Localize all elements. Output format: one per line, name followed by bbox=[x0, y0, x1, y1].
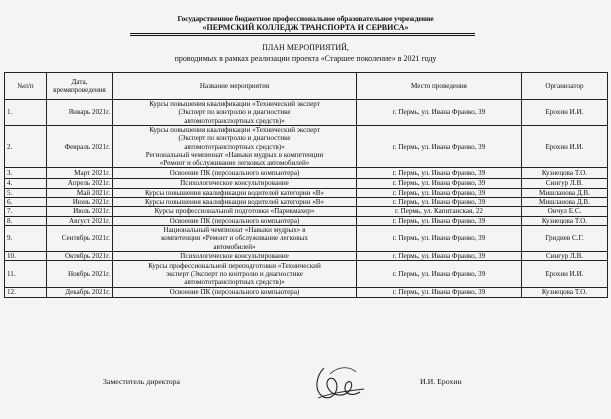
row-number: 11. bbox=[5, 261, 47, 288]
table-row bbox=[5, 188, 608, 197]
cell-line: Курсы повышения квалификации водителей категории «В» bbox=[144, 198, 325, 207]
row-organizer: Сингур Л.В. bbox=[522, 251, 608, 260]
table-row bbox=[5, 168, 608, 179]
row-organizer: Кузнецова Т.О. bbox=[522, 216, 608, 225]
cell-line: автомототранспортных средств)» bbox=[184, 278, 285, 287]
row-place: г. Пермь, ул. Ивана Франко, 39 bbox=[357, 168, 522, 179]
cell-line: Освоение ПК (персонального компьютера) bbox=[169, 288, 300, 297]
cell-line: № bbox=[17, 81, 25, 90]
row-organizer: Ерохин И.И. bbox=[522, 126, 608, 168]
cell-line: Региональный чемпионат «Навыки мудрых в компетенции bbox=[145, 150, 324, 159]
row-place: г. Пермь, ул. Ивана Франко, 39 bbox=[357, 198, 522, 207]
signature-icon bbox=[310, 362, 368, 406]
organization-type: Государственное бюджетное профессиональное образовательное учреждение bbox=[177, 14, 434, 23]
row-number: 5. bbox=[5, 188, 47, 197]
row-event-name bbox=[113, 168, 357, 179]
header-place bbox=[357, 73, 522, 100]
row-event-name bbox=[113, 179, 357, 188]
cell-line: п/п bbox=[24, 81, 34, 90]
cell-line: «Ремонт и обслуживание легковых автомобилей» bbox=[159, 159, 310, 168]
row-date: Май 2021г. bbox=[47, 188, 113, 197]
row-place: г. Пермь, ул. Ивана Франко, 39 bbox=[357, 225, 522, 251]
table-row bbox=[5, 207, 608, 216]
row-number: 7. bbox=[5, 207, 47, 216]
row-event-name bbox=[113, 100, 357, 126]
table-row bbox=[5, 261, 608, 288]
row-organizer: Гридиев С.Г. bbox=[522, 225, 608, 251]
header-rule-bottom bbox=[130, 35, 475, 36]
row-number: 2. bbox=[5, 126, 47, 168]
events-table bbox=[4, 72, 608, 298]
cell-line: проведения bbox=[70, 86, 106, 94]
row-organizer: Мишланова Д.В. bbox=[522, 188, 608, 197]
row-date: Ноябрь 2021г. bbox=[47, 261, 113, 288]
row-number: 3. bbox=[5, 168, 47, 179]
signer-role: Заместитель директора bbox=[103, 377, 181, 386]
row-place: г. Пермь, ул. Ивана Франко, 39 bbox=[357, 188, 522, 197]
header-num bbox=[5, 73, 47, 100]
row-place: г. Пермь, ул. Ивана Франко, 39 bbox=[357, 251, 522, 260]
row-date: Июль 2021г. bbox=[47, 207, 113, 216]
table-row bbox=[5, 100, 608, 126]
header-date bbox=[47, 73, 113, 100]
cell-line: Курсы повышения квалификации водителей категории «В» bbox=[144, 188, 325, 197]
row-date: Декабрь 2021г. bbox=[47, 288, 113, 297]
row-place: г. Пермь, ул. Ивана Франко, 39 bbox=[357, 261, 522, 288]
row-date: Апрель 2021г. bbox=[47, 179, 113, 188]
row-date: Июнь 2021г. bbox=[47, 198, 113, 207]
cell-line: Психологическое консультирование bbox=[180, 179, 289, 188]
row-event-name bbox=[113, 288, 357, 297]
row-place: г. Пермь, ул. Ивана Франко, 39 bbox=[357, 126, 522, 168]
plan-subtitle: проводимых в рамках реализации проекта «Старшее поколение» в 2021 году bbox=[174, 54, 437, 63]
cell-line: (Эксперт по контролю и диагностике bbox=[178, 134, 291, 143]
cell-line: Курсы профессиональной подготовки «Парикмахер» bbox=[154, 207, 315, 216]
row-place: г. Пермь, ул. Ивана Франко, 39 bbox=[357, 100, 522, 126]
row-date: Октябрь 2021г. bbox=[47, 251, 113, 260]
table-row bbox=[5, 126, 608, 168]
organization-name: «ПЕРМСКИЙ КОЛЛЕДЖ ТРАНСПОРТА И СЕРВИСА» bbox=[202, 23, 409, 32]
signer-name: И.И. Ерохин bbox=[420, 377, 462, 386]
cell-line: Психологическое консультирование bbox=[180, 251, 289, 260]
row-event-name bbox=[113, 126, 357, 168]
row-date: Август 2021г. bbox=[47, 216, 113, 225]
row-event-name bbox=[113, 216, 357, 225]
row-number: 12. bbox=[5, 288, 47, 297]
row-number: 4. bbox=[5, 179, 47, 188]
cell-line: Курсы повышения квалификации «Технический эксперт bbox=[149, 126, 320, 134]
cell-line: (Эксперт по контролю и диагностике bbox=[178, 108, 291, 117]
table-row bbox=[5, 288, 608, 297]
cell-line: Национальный чемпионат «Навыки мудрых» в bbox=[163, 226, 306, 235]
row-organizer: Ерохин И.И. bbox=[522, 100, 608, 126]
row-place: г. Пермь, ул. Ивана Франко, 39 bbox=[357, 179, 522, 188]
cell-line: автомобилей» bbox=[213, 242, 256, 251]
table-row bbox=[5, 198, 608, 207]
row-place: г. Пермь, ул. Капитанская, 22 bbox=[357, 207, 522, 216]
row-event-name bbox=[113, 198, 357, 207]
header-name bbox=[113, 73, 357, 100]
row-number: 6. bbox=[5, 198, 47, 207]
row-event-name bbox=[113, 188, 357, 197]
cell-line: Название мероприятия bbox=[199, 81, 270, 90]
cell-line: Курсы повышения квалификации «Технический эксперт bbox=[149, 100, 320, 109]
row-number: 8. bbox=[5, 216, 47, 225]
row-organizer: Сингур Л.В. bbox=[522, 179, 608, 188]
row-number: 9. bbox=[5, 225, 47, 251]
row-organizer: Ончул Е.С. bbox=[522, 207, 608, 216]
row-date: Март 2021г. bbox=[47, 168, 113, 179]
cell-line: Дата, время bbox=[53, 77, 88, 94]
header-org bbox=[522, 73, 608, 100]
table-row bbox=[5, 225, 608, 251]
row-place: г. Пермь, ул. Ивана Франко, 39 bbox=[357, 216, 522, 225]
row-date: Январь 2021г. bbox=[47, 100, 113, 126]
cell-line: Освоение ПК (персонального компьютера) bbox=[169, 169, 300, 178]
row-number: 1. bbox=[5, 100, 47, 126]
plan-title: ПЛАН МЕРОПРИЯТИЙ, bbox=[262, 43, 349, 52]
row-date: Февраль 2021г. bbox=[47, 126, 113, 168]
row-place: г. Пермь, ул. Ивана Франко, 39 bbox=[357, 288, 522, 297]
table-body bbox=[5, 100, 608, 298]
cell-line: Освоение ПК (персонального компьютера) bbox=[169, 216, 300, 225]
table-row bbox=[5, 216, 608, 225]
row-organizer: Кузнецова Т.О. bbox=[522, 168, 608, 179]
row-event-name bbox=[113, 251, 357, 260]
row-event-name bbox=[113, 261, 357, 288]
row-number: 10. bbox=[5, 251, 47, 260]
cell-line: автомототранспортных средств)» bbox=[184, 116, 285, 125]
table-header-row bbox=[5, 73, 608, 100]
row-organizer: Ерохин И.И. bbox=[522, 261, 608, 288]
cell-line: Организатор bbox=[545, 81, 584, 90]
row-event-name bbox=[113, 207, 357, 216]
row-date: Сентябрь 2021г. bbox=[47, 225, 113, 251]
header-rule-top bbox=[130, 33, 475, 34]
cell-line: Курсы профессиональной переподготовки «Технический bbox=[148, 261, 321, 270]
cell-line: эксперт (Эксперт по контролю и диагностике bbox=[166, 270, 303, 279]
cell-line: компетенции «Ремонт и обслуживание легковых bbox=[161, 234, 308, 243]
row-organizer: Мишланова Д.В. bbox=[522, 198, 608, 207]
row-organizer: Кузнецова Т.О. bbox=[522, 288, 608, 297]
table-row bbox=[5, 179, 608, 188]
cell-line: автомототранспортных средств)» bbox=[184, 142, 285, 151]
table-row bbox=[5, 251, 608, 260]
cell-line: Место проведения bbox=[411, 81, 467, 90]
row-event-name bbox=[113, 225, 357, 251]
